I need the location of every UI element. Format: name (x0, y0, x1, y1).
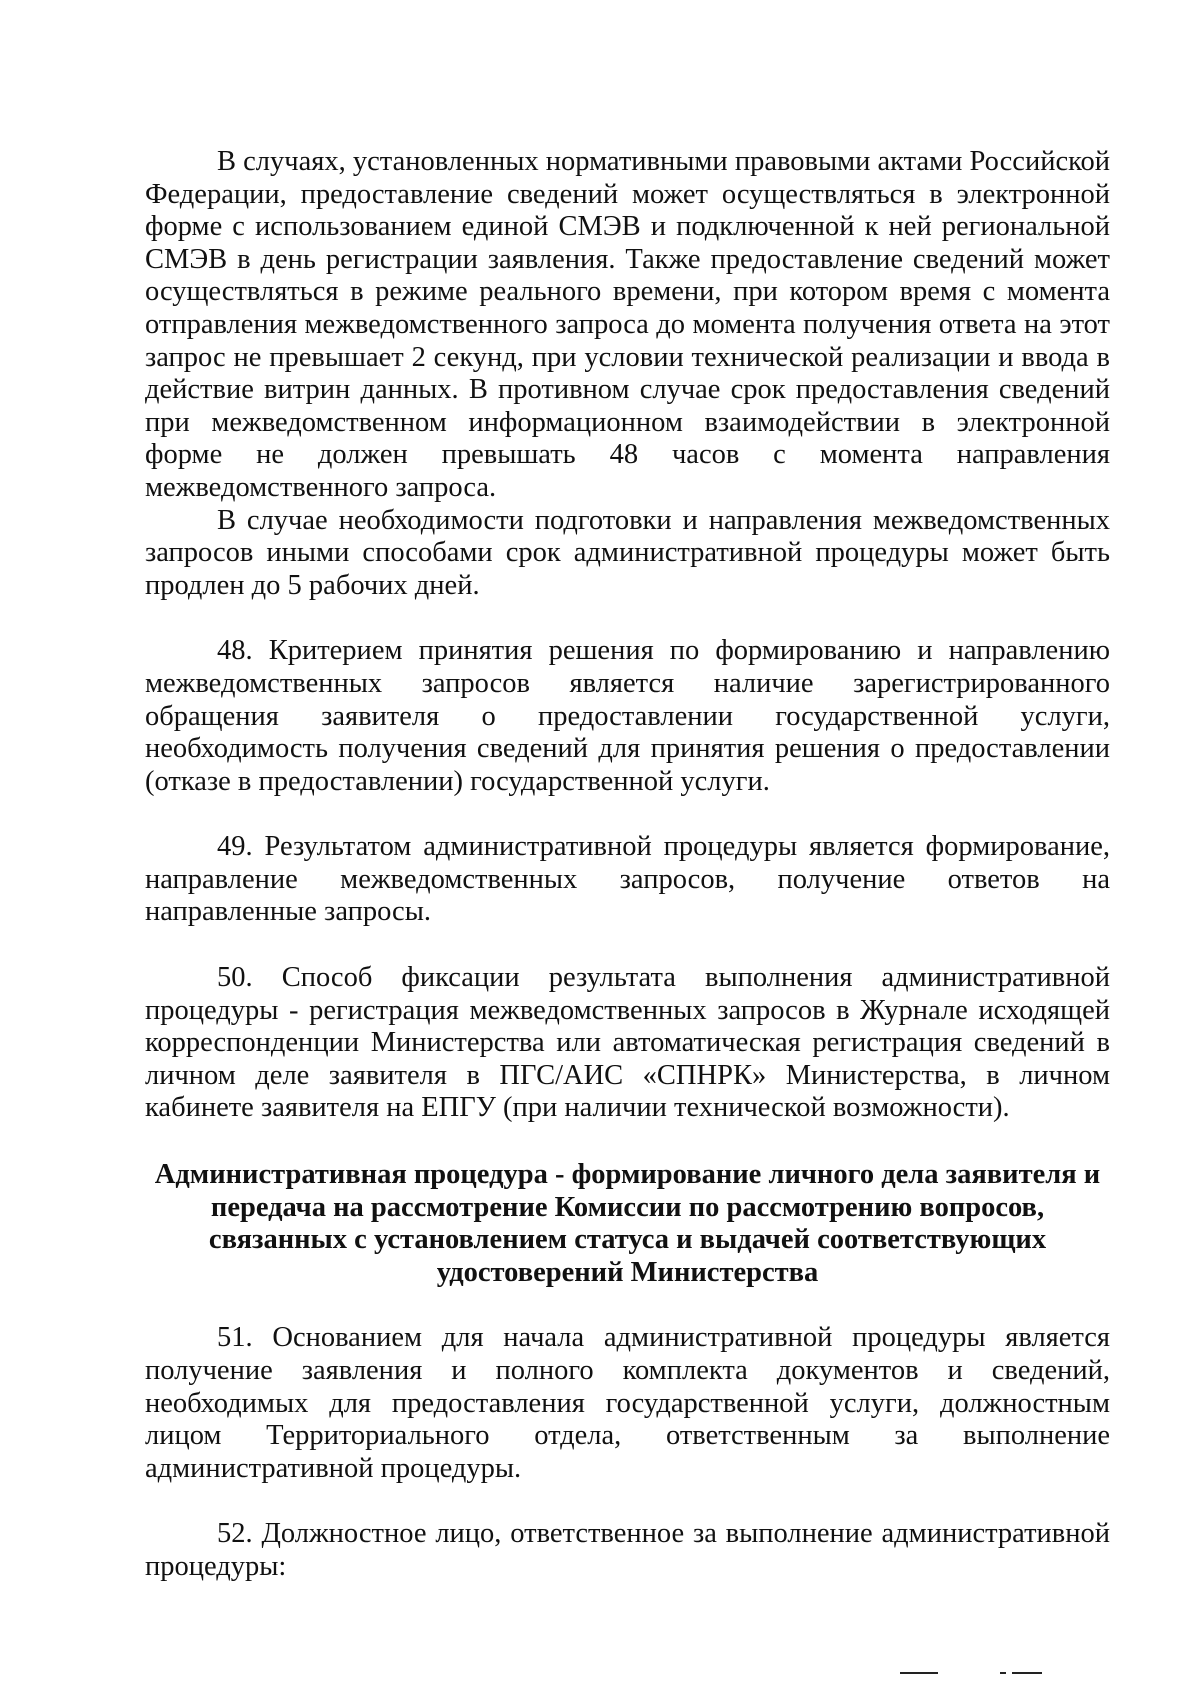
document-page (145, 146, 1110, 1584)
scan-mark-left (900, 1672, 938, 1674)
paragraph-48: 48. Критерием принятия решения по формированию и направлению межведомственных запросов является наличие зарегистрированного обращения заявителя о предоставлении государственной услуги, необходимость получения сведений для принятия решения о предоставлении (отказе в предоставлении) государственной услуги. (145, 635, 1110, 797)
section-heading: Административная процедура - формирование личного дела заявителя и передача на рассмотрение Комиссии по рассмотрению вопросов, связанных с установлением статуса и выдачей соответствующих удостоверений Министерства (154, 1159, 1101, 1288)
paragraph-electronic-info: В случаях, установленных нормативными правовыми актами Российской Федерации, предоставление сведений может осуществляться в электронной форме с использованием единой СМЭВ и подключенной к ней региональной СМЭВ в день регистрации заявления. Также предоставление сведений может осуществляться в режиме реального времени, при котором время с момента отправления межведомственного запроса до момента получения ответа на этот запрос не превышает 2 секунд, при условии технической реализации и ввода в действие витрин данных. В противном случае срок предоставления сведений при межведомственном информационном взаимодействии в электронной форме не должен превышать 48 часов с момента направления межведомственного запроса. (145, 146, 1110, 503)
paragraph-51: 51. Основанием для начала административной процедуры является получение заявления и полного комплекта документов и сведений, необходимых для предоставления государственной услуги, должностным лицом Территориального отдела, ответственным за выполнение административной процедуры. (145, 1322, 1110, 1484)
paragraph-50: 50. Способ фиксации результата выполнения административной процедуры - регистрация межведомственных запросов в Журнале исходящей корреспонденции Министерства или автоматическая регистрация сведений в личном деле заявителя в ПГС/АИС «СПНРК» Министерства, в личном кабинете заявителя на ЕПГУ (при наличии технической возможности). (145, 962, 1110, 1124)
scan-mark-right (1012, 1672, 1042, 1674)
paragraph-52: 52. Должностное лицо, ответственное за выполнение административной процедуры: (145, 1518, 1110, 1582)
scan-mark-dot (1000, 1672, 1006, 1674)
paragraph-49: 49. Результатом административной процедуры является формирование, направление межведомственных запросов, получение ответов на направленные запросы. (145, 831, 1110, 928)
paragraph-extension-term: В случае необходимости подготовки и направления межведомственных запросов иными способами срок административной процедуры может быть продлен до 5 рабочих дней. (145, 504, 1110, 601)
scan-artifact-marks (0, 1672, 1200, 1678)
